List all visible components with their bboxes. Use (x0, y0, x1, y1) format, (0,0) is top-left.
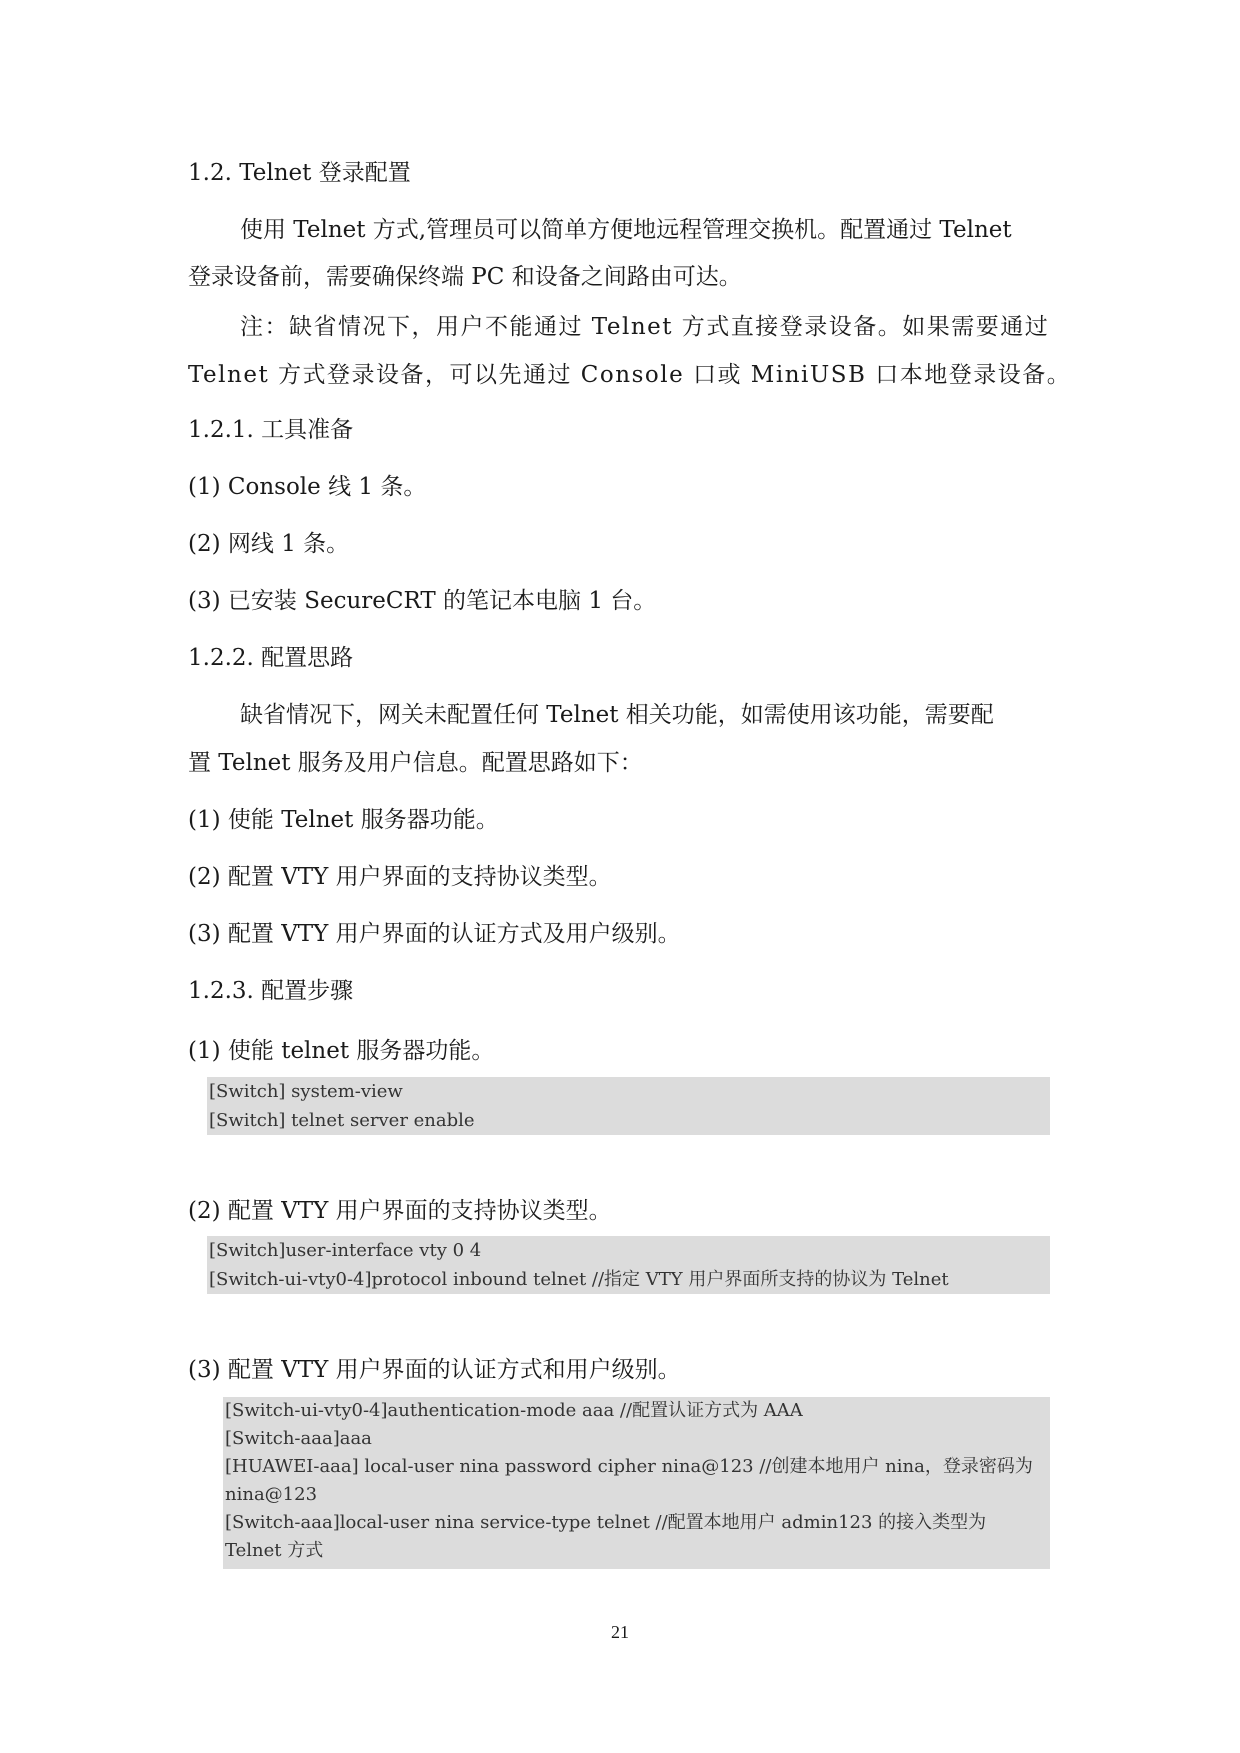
subsection-title-tools: 1.2.1. 工具准备 (188, 417, 354, 443)
code-block-step-2 (207, 1236, 1050, 1294)
code-line: [Switch]user-interface vty 0 4 (209, 1240, 482, 1261)
step-3-title: (3) 配置 VTY 用户界面的认证方式和用户级别。 (188, 1357, 681, 1383)
idea-item: (3) 配置 VTY 用户界面的认证方式及用户级别。 (188, 921, 681, 947)
subsection-title-steps: 1.2.3. 配置步骤 (188, 978, 354, 1004)
code-line: [Switch-aaa]aaa (225, 1428, 372, 1449)
section-title: 1.2. Telnet 登录配置 (188, 160, 411, 186)
code-line: [Switch-ui-vty0-4]authentication-mode aaa //配置认证方式为 AAA (225, 1400, 803, 1421)
code-block-step-3 (223, 1397, 1050, 1569)
intro-paragraph-line-1: 使用 Telnet 方式,管理员可以简单方便地远程管理交换机。配置通过 Telnet (240, 217, 1012, 243)
ideas-paragraph-line-2: 置 Telnet 服务及用户信息。配置思路如下： (188, 750, 643, 776)
page-number: 21 (611, 1622, 629, 1642)
note-line-2: Telnet 方式登录设备，可以先通过 Console 口或 MiniUSB 口本地登录设备。 (188, 362, 1072, 388)
code-block-step-1 (207, 1077, 1050, 1135)
tool-item: (1) Console 线 1 条。 (188, 474, 427, 500)
code-line: [Switch] telnet server enable (209, 1110, 475, 1131)
code-line: [Switch-aaa]local-user nina service-type telnet //配置本地用户 admin123 的接入类型为 Telnet 方式 (225, 1512, 987, 1561)
note-line-1: 注：缺省情况下，用户不能通过 Telnet 方式直接登录设备。如果需要通过 (240, 314, 1050, 340)
idea-item: (1) 使能 Telnet 服务器功能。 (188, 807, 499, 833)
idea-item: (2) 配置 VTY 用户界面的支持协议类型。 (188, 864, 612, 890)
tool-item: (2) 网线 1 条。 (188, 531, 350, 557)
step-2-title: (2) 配置 VTY 用户界面的支持协议类型。 (188, 1198, 612, 1224)
tool-item: (3) 已安装 SecureCRT 的笔记本电脑 1 台。 (188, 588, 657, 614)
code-line: [HUAWEI-aaa] local-user nina password cipher nina@123 //创建本地用户 nina，登录密码为 nina@123 (225, 1456, 1033, 1505)
intro-paragraph-line-2: 登录设备前，需要确保终端 PC 和设备之间路由可达。 (188, 264, 742, 290)
code-line: [Switch] system-view (209, 1081, 403, 1102)
subsection-title-ideas: 1.2.2. 配置思路 (188, 645, 354, 671)
ideas-paragraph-line-1: 缺省情况下，网关未配置任何 Telnet 相关功能，如需使用该功能，需要配 (240, 702, 994, 728)
code-line: [Switch-ui-vty0-4]protocol inbound telnet //指定 VTY 用户界面所支持的协议为 Telnet (209, 1269, 949, 1290)
step-1-title: (1) 使能 telnet 服务器功能。 (188, 1038, 495, 1064)
